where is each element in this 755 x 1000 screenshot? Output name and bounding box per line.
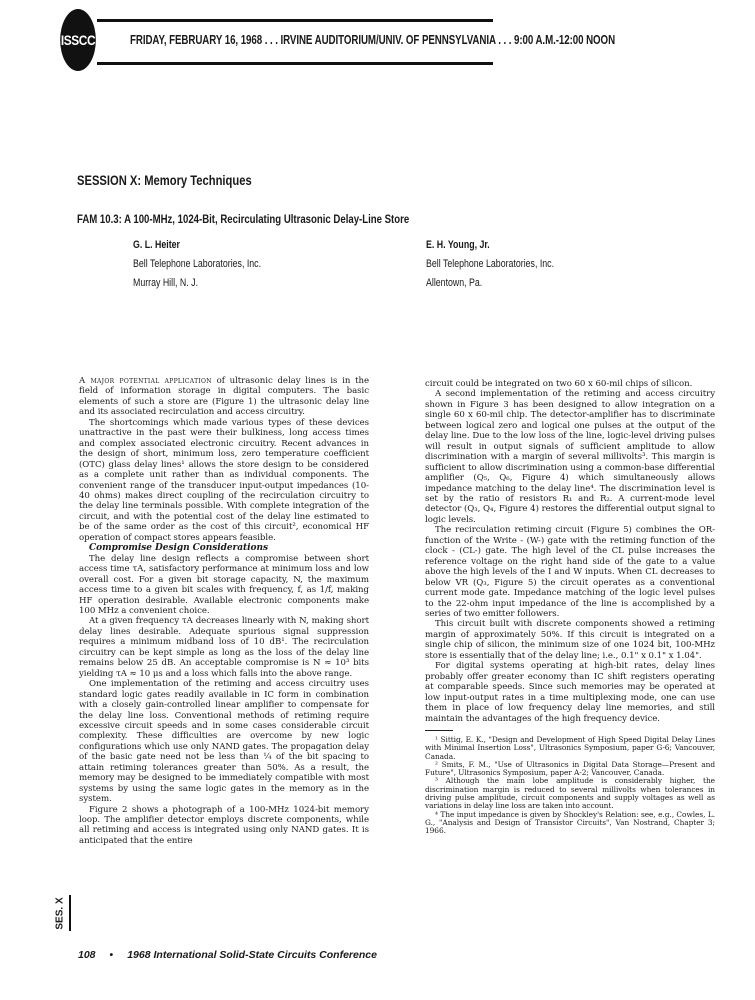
session-side-tab xyxy=(51,895,71,931)
paragraph: The shortcomings which made various types of these devices unattractive in the past were their bulkiness, long access times and complex associated electronic circuitry. Recent advances in the design of short, minimum loss, zero temperature coefficient (OTC) glass delay lines¹ allows the store design to be considered as a complete unit rather than as individual components. The convenient range of the transducer input-output impedances (10-40 ohms) makes direct coupling of the recirculation circuitry to the delay line terminals possible. With complete integration of the circuit, and with the potential cost of the delay line estimated to be of the same order as the cost of this circuit², economical HF operation of compact stores appears feasible. xyxy=(79,417,369,543)
author-location: Allentown, Pa. xyxy=(426,277,483,289)
isscc-logo xyxy=(60,9,96,71)
logo-text: ISSCC xyxy=(60,32,96,48)
author-name: G. L. Heiter xyxy=(133,239,180,251)
footnotes xyxy=(425,736,715,836)
paragraph: Figure 2 shows a photograph of a 100-MHz 1024-bit memory loop. The amplifier detector employs discrete components, while all retiming and access is integrated using only NAND gates. It is anticipated that the entire xyxy=(79,804,369,846)
footnote: ¹ Sittig, E. K., "Design and Development of High Speed Digital Delay Lines with Minimal Insertion Loss", Ultrasonics Symposium, paper G-6; Vancouver, Canada. xyxy=(425,734,715,761)
paragraph-text: of ultrasonic delay lines is in the field of information storage in digital computers. The basic elements of such a store are (Figure 1) the ultrasonic delay line and its associated recirculation and access circuitry. xyxy=(79,376,369,418)
header-rule-top-extension xyxy=(97,19,492,22)
bullet-separator: • xyxy=(109,949,114,961)
paragraph: The delay line design reflects a compromise between short access time τA, satisfactory performance at minimum loss and low overall cost. For a given bit storage capacity, N, the maximum access time to a given bit scales with frequency, f, as 1/f, making HF operation desirable. Available electronic components make 100 MHz a convenient choice. xyxy=(79,553,369,616)
page-number: 108 xyxy=(78,949,96,961)
section-subheading: Compromise Design Considerations xyxy=(89,543,268,554)
side-tab-label: SES. X xyxy=(54,896,66,930)
author-affiliation: Bell Telephone Laboratories, Inc. xyxy=(133,258,262,270)
header-rule-bottom xyxy=(97,62,493,65)
author-block xyxy=(426,236,554,293)
paragraph: At a given frequency τA decreases linearly with N, making short delay lines desirable. Adequate spurious signal suppression requires a minimum midband loss of 10 dB¹. The recirculation circuitry can be kept simple as long as the loss of the delay line remains below 25 dB. An acceptable compromise is N ≈ 10³ bits yielding τA ≈ 10 μs and a loss which falls into the above range. xyxy=(79,616,369,679)
paragraph: A second implementation of the retiming and access circuitry shown in Figure 3 has been designed to allow integration on a single 60 x 60-mil chip. The detector-amplifier has to discriminate between logical zero and logical one pulses at the output of the delay line. Due to the low loss of the line, logic-level driving pulses will result in output signals of sufficient amplitude to allow discrimination with a margin of several millivolts³. This margin is sufficient to allow discrimination using a common-base differential amplifier (Q₅, Q₆, Figure 4) which simultaneously allows impedance matching to the delay line⁴. The discrimination level is set by the ratio of resistors R₁ and R₂. A current-mode level detector (Q₃, Q₄, Figure 4) restores the differential output signal to logic levels. xyxy=(425,389,715,525)
paragraph: This circuit built with discrete components showed a retiming margin of approximately 50%. If this circuit is integrated on a single chip of silicon, the minimum size of one 1024 bit, 100-MHz store is essentially that of the delay line; i.e., 0.1" x 0.1" x 1.04". xyxy=(425,619,715,661)
footnote: ⁴ The input impedance is given by Shockley's Relation: see, e.g., Cowles, L. G., "Analysis and Design of Transistor Circuits", Van Nostrand, Chapter 3; 1966. xyxy=(425,809,715,836)
paragraph: The recirculation retiming circuit (Figure 5) combines the OR-function of the Write - (W-) gate with the retiming function of the clock - (CL-) gate. The high level of the CL pulse increases the reference voltage on the right hand side of the gate to a value above the high levels of the I and W inputs. When CL decreases to below VR (Q₃, Figure 5) the circuit operates as a conventional current mode gate. Impedance matching of the logic level pulses to the 22-ohm input impedance of the line is accomplished by a series of two emitter followers. xyxy=(425,525,715,619)
event-line: FRIDAY, FEBRUARY 16, 1968 . . . IRVINE AUDITORIUM/UNIV. OF PENNSYLVANIA . . . 9:00 A.M.-12:00 NOON xyxy=(130,33,616,47)
footnote: ³ Although the main lobe amplitude is considerably higher, the discrimination margin is reduced to several millivolts when tolerances in driving pulse amplitude, circuit components and supply voltages as well as variations in delay line loss are taken into account. xyxy=(425,776,715,811)
conference-name: 1968 International Solid-State Circuits Conference xyxy=(127,949,377,961)
author-block xyxy=(133,236,261,293)
author-affiliation: Bell Telephone Laboratories, Inc. xyxy=(426,258,555,270)
paper-title: FAM 10.3: A 100-MHz, 1024-Bit, Recirculating Ultrasonic Delay-Line Store xyxy=(77,212,410,226)
body-column-left xyxy=(79,376,369,846)
paragraph: For digital systems operating at high-bit rates, delay lines probably offer greater economy than IC shift registers operating at comparable speeds. Since such memories may be operated at low input-output rates in a time multiplexing mode, one can use them in place of low frequency delay line memories, and still maintain the advantages of the high frequency device. xyxy=(425,661,715,724)
author-location: Murray Hill, N. J. xyxy=(133,277,199,289)
body-column-right xyxy=(425,379,715,836)
author-name: E. H. Young, Jr. xyxy=(426,239,490,251)
paragraph xyxy=(79,376,369,418)
footnote-divider xyxy=(425,730,453,731)
page-footer xyxy=(78,949,377,961)
session-title: SESSION X: Memory Techniques xyxy=(77,172,252,188)
footnote: ² Smits, F. M., "Use of Ultrasonics in Digital Data Storage—Present and Future", Ultrasonics Symposium, paper A-2; Vancouver, Canada. xyxy=(425,759,715,778)
lead-in: A major potential application xyxy=(79,376,212,386)
paragraph: One implementation of the retiming and access circuitry uses standard logic gates readily available in IC form in combination with a closely gain-controlled linear amplifier to compensate for the delay line loss. Conventional methods of retiming require excessive circuit speeds and in some cases considerable circuit complexity. These difficulties are overcome by new logic configurations which use only NAND gates. The propagation delay of the basic gate need not be less than ¼ of the bit spacing to attain retiming tolerances greater than 50%. As a result, the memory may be designed to be immediately compatible with most systems by using the same logic gates in the memory as in the system. xyxy=(79,679,369,805)
paragraph: circuit could be integrated on two 60 x 60-mil chips of silicon. xyxy=(425,379,693,389)
